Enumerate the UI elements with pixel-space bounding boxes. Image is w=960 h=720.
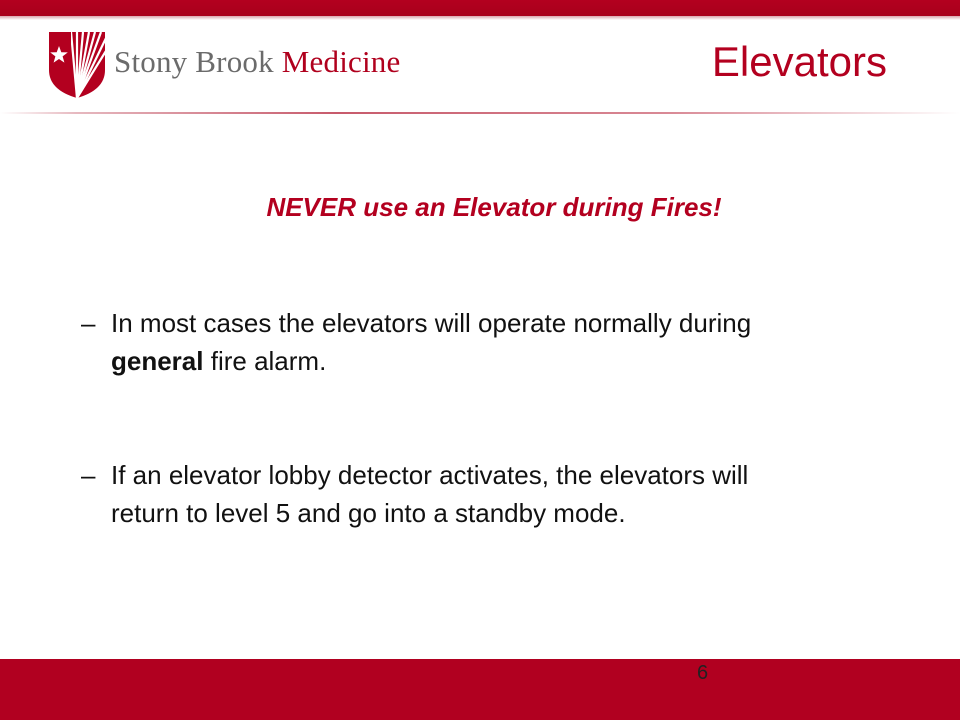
bullet-item-2: [81, 456, 801, 532]
slide-title: Elevators: [711, 38, 887, 85]
bullet-dash: –: [81, 460, 96, 490]
bullet-dash: –: [81, 308, 96, 338]
bullet-text-after: fire alarm.: [203, 346, 327, 376]
top-bar-shadow: [0, 16, 960, 20]
bullet-text: If an elevator lobby detector activates, the elevators will return to level 5 and go into a standby mode.: [111, 460, 749, 528]
bullet-item-1: [81, 304, 801, 380]
logo-wordmark: [114, 44, 400, 80]
header-divider: [0, 112, 960, 114]
logo-name-accent: Medicine: [281, 44, 401, 79]
bottom-footer-bar: [0, 659, 960, 720]
slide-heading: NEVER use an Elevator during Fires!: [266, 192, 722, 222]
top-accent-bar: [0, 0, 960, 16]
logo-name-primary: Stony Brook: [114, 44, 274, 79]
bullet-text-before: In most cases the elevators will operate normally during: [111, 308, 752, 338]
stony-brook-medicine-logo: [47, 30, 422, 100]
star-shield-icon: [47, 30, 107, 100]
page-number: 6: [697, 662, 709, 684]
bullet-text-bold: general: [111, 346, 204, 376]
